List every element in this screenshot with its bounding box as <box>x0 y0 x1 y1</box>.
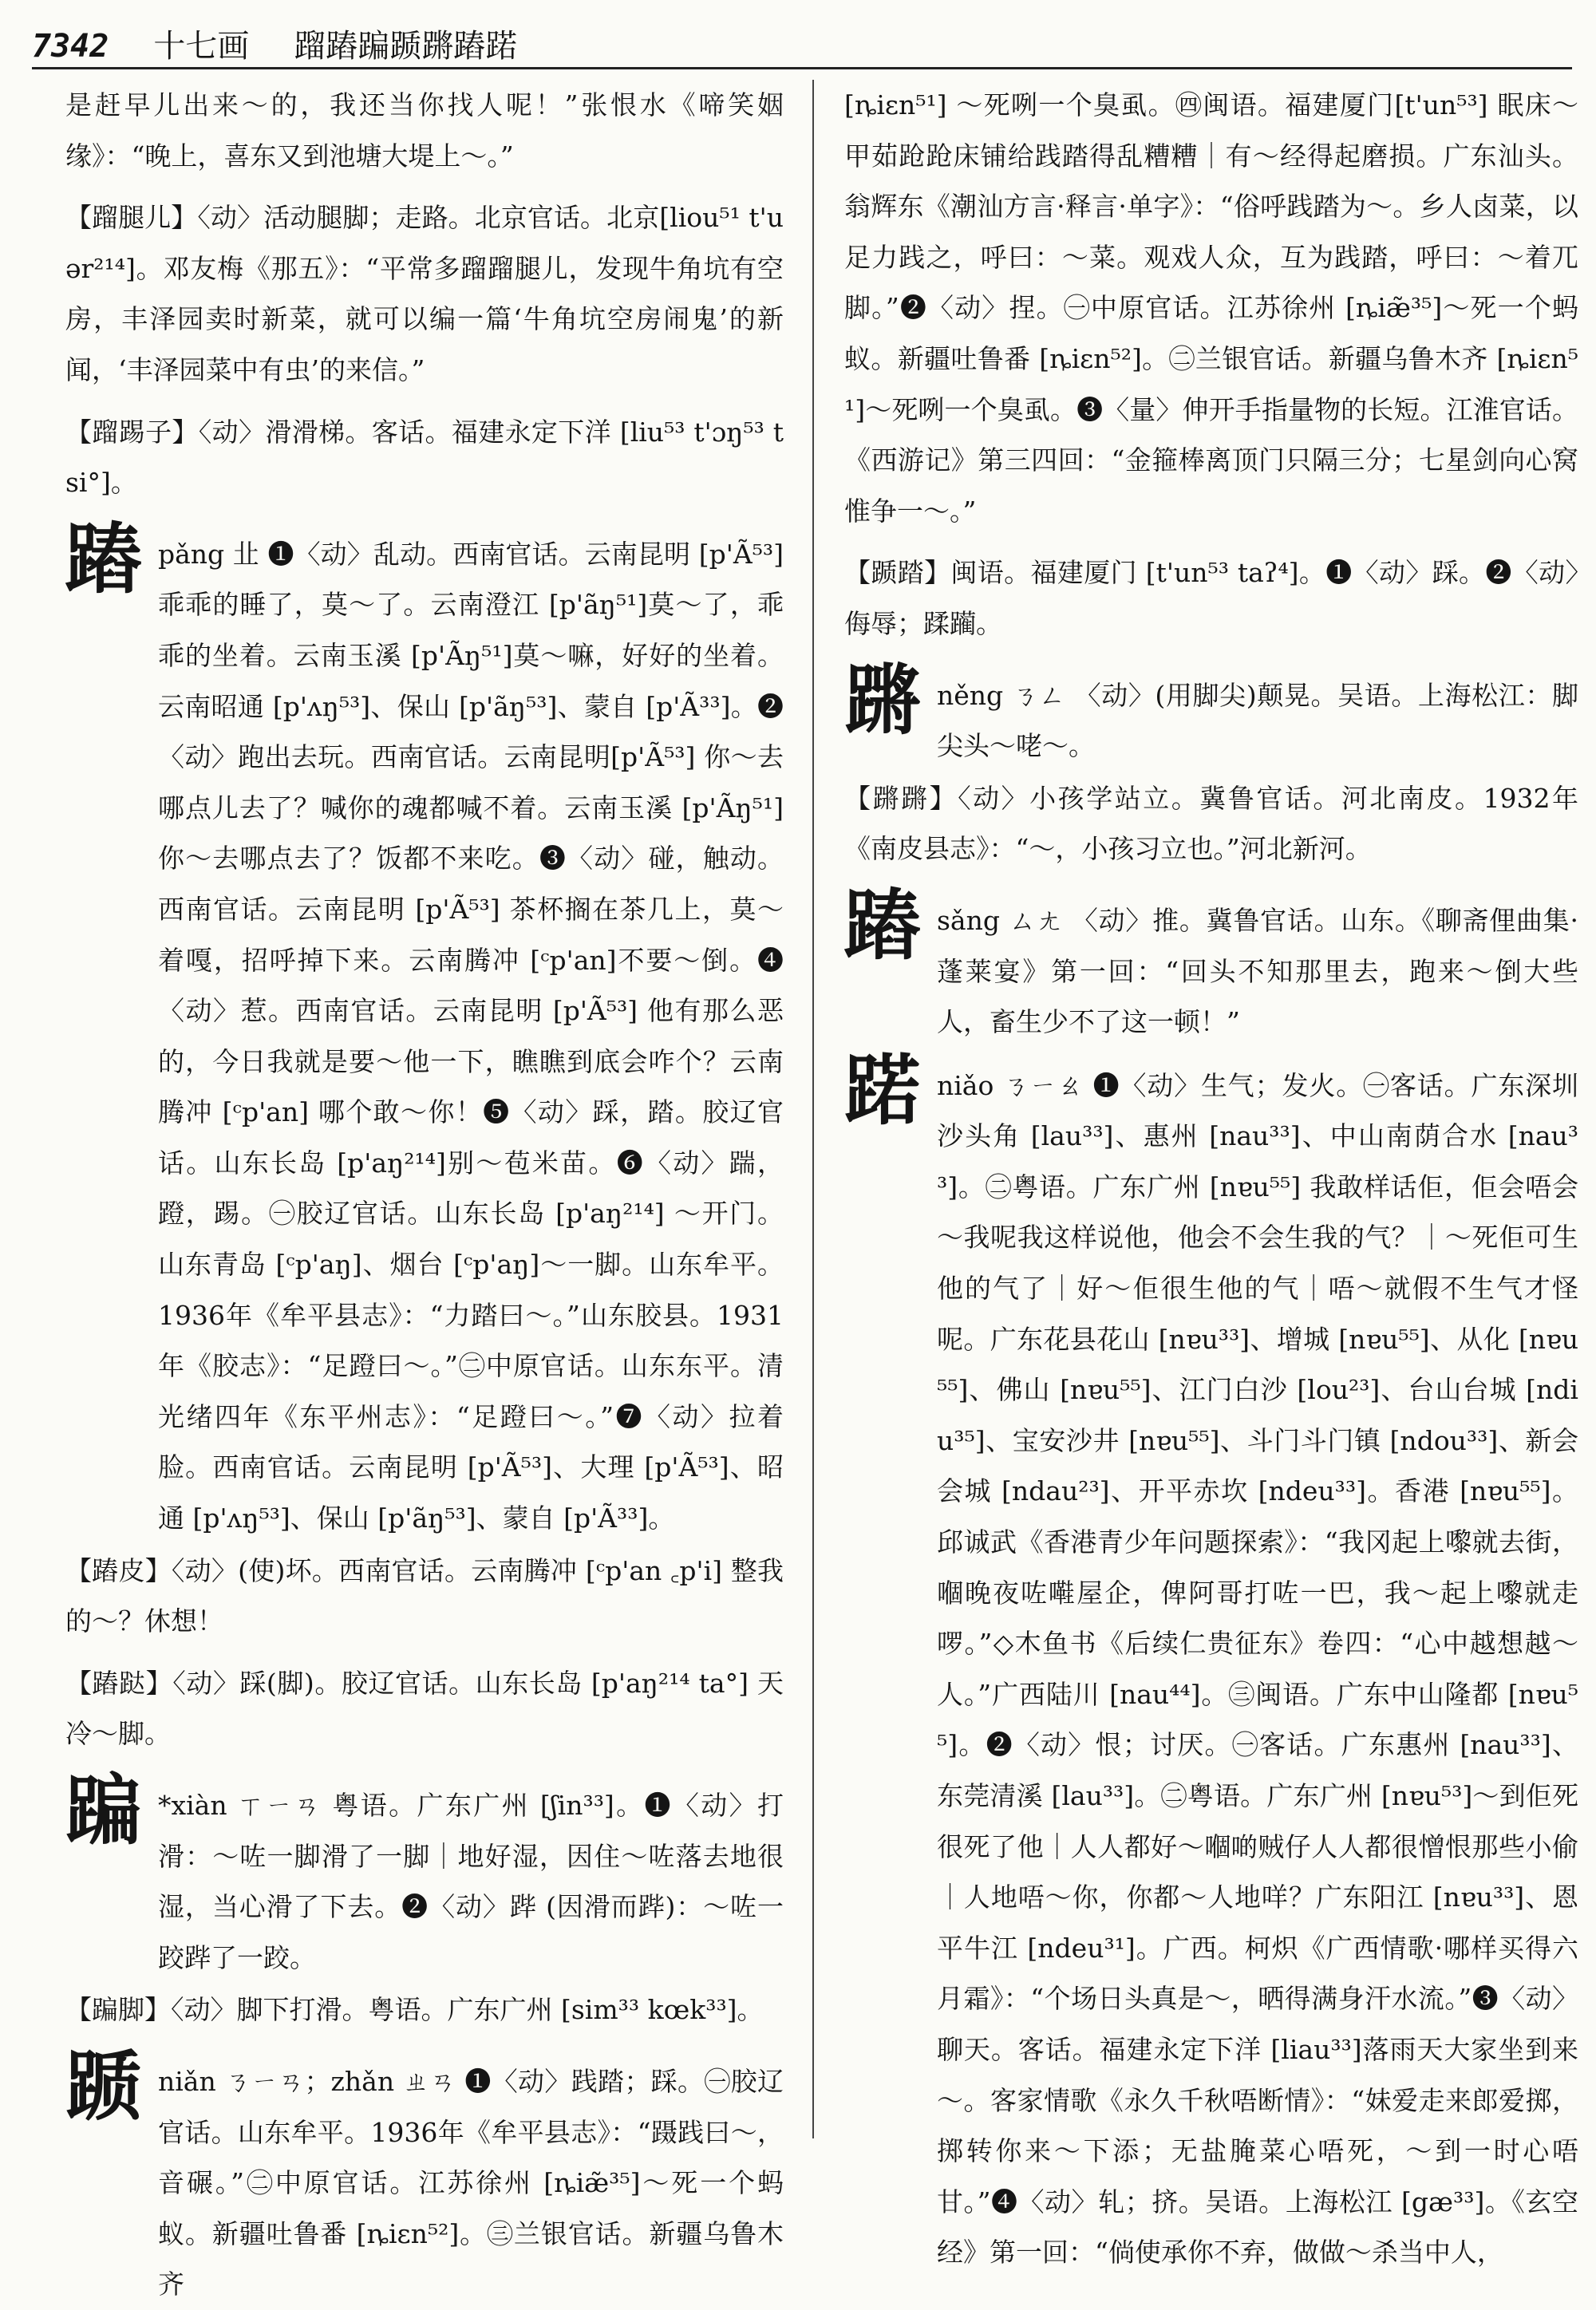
subentry: 【蹖皮】〈动〉(使)坏。西南官话。云南腾冲 [ᶜp'an ꜀p'i] 整我的～？休想！ <box>65 1554 784 1637</box>
right-column <box>844 80 1578 2269</box>
page-number: 7342 <box>32 28 109 65</box>
entry-definition: niǎn ㄋㄧㄢ；zhǎn ㄓㄢ ❶〈动〉践踏；踩。㊀胶辽官话。山东牟平。1936年《牟平县志》：“蹑践曰～，音碾。”㊁中原官话。江苏徐州 [ȵiæ̃³⁵]～死一个蚂蚁。新疆吐鲁番 [ȵiɛn⁵²]。㊂兰银官话。新疆乌鲁木齐 <box>158 2065 784 2300</box>
headword: 蹡 <box>844 654 921 745</box>
dictionary-entry <box>844 1044 1578 2278</box>
subentry: 【蹓腿儿】〈动〉活动腿脚；走路。北京官话。北京[liou⁵¹ t'uər²¹⁴]。邓友梅《那五》：“平常多蹓蹓腿儿，发现牛角坑有空房，丰泽园卖时新菜，就可以编一篇‘牛角坑空房闹鬼’的新闻，‘丰泽园菜中有虫’的来信。” <box>65 202 784 385</box>
entry-definition: pǎng 㐀 ❶〈动〉乱动。西南官话。云南昆明 [p'Ã⁵³] 乖乖的睡了，莫～了。云南澄江 [p'ãŋ⁵¹]莫～了，乖乖的坐着。云南玉溪 [p'Ãŋ⁵¹]莫～嘛，好好的坐着。云南昭通 [p'ʌŋ⁵³]、保山 [p'ãŋ⁵³]、蒙自 [p'Ã³³]。❷〈动〉跑出去玩。西南官话。云南昆明[p'Ã⁵³] 你～去哪点儿去了？喊你的魂都喊不着。云南玉溪 [p'Ãŋ⁵¹] 你～去哪点去了？饭都不来吃。❸〈动〉碰，触动。西南官话。云南昆明 [p'Ã⁵³] 茶杯搁在茶几上，莫～着嘎，招呼掉下来。云南腾冲 [ᶜp'an]不要～倒。❹〈动〉惹。西南官话。云南昆明 [p'Ã⁵³] 他有那么恶的，今日我就是要～他一下，瞧瞧到底会咋个？云南腾冲 [ᶜp'an] 哪个敢～你！❺〈动〉踩，踏。胶辽官话。山东长岛 [p'aŋ²¹⁴]别～苞米苗。❻〈动〉踹，蹬，踢。㊀胶辽官话。山东长岛 [p'aŋ²¹⁴] ～开门。山东青岛 [ᶜp'aŋ]、烟台 [ᶜp'aŋ]～一脚。山东牟平。1936年《牟平县志》：“力踏曰～。”山东胶县。1931年《胶志》：“足蹬曰～。”㊁中原官话。山东东平。清光绪四年《东平州志》：“足蹬曰～。”❼〈动〉拉着脸。西南官话。云南昆明 [p'Ã⁵³]、大理 [p'Ã⁵³]、昭通 [p'ʌŋ⁵³]、保山 [p'ãŋ⁵³]、蒙自 [p'Ã³³]。 <box>158 538 784 1534</box>
subentry: 【踬踏】闽语。福建厦门 [t'un⁵³ taʔ⁴]。❶〈动〉踩。❷〈动〉侮辱；蹂躏。 <box>844 557 1578 639</box>
headword: 蹁 <box>65 1765 142 1855</box>
entry-definition: *xiàn ㄒㄧㄢ 粤语。广东广州 [ʃin³³]。❶〈动〉打滑：～咗一脚滑了一脚｜地好湿，因住～咗落去地很湿，当心滑了下去。❷〈动〉跸 (因滑而跸)：～咗一跤跸了一跤。 <box>158 1790 784 1973</box>
paragraph: [ȵiɛn⁵¹] ～死咧一个臭虱。㊃闽语。福建厦门[t'un⁵³] 眠床～甲茹跄跄床铺给践踏得乱糟糟｜有～经得起磨损。广东汕头。翁辉东《潮汕方言·释言·单字》：“俗呼践踏为～。乡人卤菜，以足力践之，呼曰：～菜。观戏人众，互为践踏，呼曰：～着兀脚。”❷〈动〉捏。㊀中原官话。江苏徐州 [ȵiæ̃³⁵]～死一个蚂蚁。新疆吐鲁番 [ȵiɛn⁵²]。㊁兰银官话。新疆乌鲁木齐 [ȵiɛn⁵¹]～死咧一个臭虱。❸〈量〉伸开手指量物的长短。江淮官话。《西游记》第三四回：“金箍棒离顶门只隔三分；七星剑向心窝惟争一～。” <box>844 89 1578 527</box>
subentry: 【蹖跶】〈动〉踩(脚)。胶辽官话。山东长岛 [p'aŋ²¹⁴ ta°] 天冷～脚。 <box>65 1667 784 1750</box>
dictionary-entry <box>844 654 1578 772</box>
subentry: 【蹡蹡】〈动〉小孩学站立。冀鲁官话。河北南皮。1932年《南皮县志》：“～，小孩习立也。”河北新河。 <box>844 782 1578 865</box>
headword: 蹃 <box>844 1044 921 1135</box>
header-chars: 蹓蹖蹁踬蹡蹖蹃 <box>294 28 518 65</box>
dictionary-entry <box>65 513 784 1544</box>
entry-definition: sǎng ㄙㄤ 〈动〉推。冀鲁官话。山东。《聊斋俚曲集·蓬莱宴》第一回：“回头不知那里去，跑来～倒大些人，畜生少不了这一顿！” <box>937 904 1578 1038</box>
entry-definition: niǎo ㄋㄧㄠ ❶〈动〉生气；发火。㊀客话。广东深圳沙头角 [lau³³]、惠州 [nau³³]、中山南荫合水 [nau³³]。㊁粤语。广东广州 [nɐu⁵⁵] 我敢样话佢，佢会唔会～我呢我这样说他，他会不会生我的气？｜～死佢可生他的气了｜好～佢很生他的气｜唔～就假不生气才怪呢。广东花县花山 [nɐu³³]、增城 [nɐu⁵⁵]、从化 [nɐu⁵⁵]、佛山 [nɐu⁵⁵]、江门白沙 [lou²³]、台山台城 [ndiu³⁵]、宝安沙井 [nɐu⁵⁵]、斗门斗门镇 [ndou³³]、新会会城 [ndau²³]、开平赤坎 [ndeu³³]。香港 [nɐu⁵⁵]。邱诚武《香港青少年问题探索》：“我冈起上嚟就去街，嗰晚夜咗嚡屋企，俾阿哥打咗一巴，我～起上嚟就走啰。”◇木鱼书《后续仁贵征东》卷四：“心中越想越～人。”广西陆川 [nau⁴⁴]。㊂闽语。广东中山隆都 [nɐu⁵⁵]。❷〈动〉恨；讨厌。㊀客话。广东惠州 [nau³³]、东莞清溪 [lau³³]。㊁粤语。广东广州 [nɐu⁵³]～到佢死很死了他｜人人都好～嗰啲贼仔人人都很憎恨那些小偷｜人地唔～你，你都～人地咩？广东阳江 [nɐu³³]、恩平牛江 [ndeu³¹]。广西。柯炽《广西情歌·哪样买得六月霜》：“个场日头真是～，晒得满身汗水流。”❸〈动〉聊天。客话。福建永定下洋 [liau³³]落雨天大家坐到来～。客家情歌《永久千秋唔断情》：“妹爱走来郎爱掷，掷转你来～下添；无盐腌菜心唔死，～到一时心唔甘。”❹〈动〉轧；挤。吴语。上海松江 [gæ³³]。《玄空经》第一回：“倘使承你不弃，做做～杀当中人， <box>937 1069 1578 2269</box>
section-title: 十七画 <box>153 28 250 65</box>
left-column <box>65 80 784 2300</box>
page-header <box>32 21 1572 69</box>
headword: 踬 <box>65 2040 142 2131</box>
paragraph: 是赶早儿出来～的，我还当你找人呢！”张恨水《啼笑姻缘》：“晚上，喜东又到池塘大堤上～。” <box>65 89 784 172</box>
dictionary-entry <box>844 879 1578 1048</box>
headword: 蹖 <box>65 513 142 604</box>
dictionary-entry <box>65 1765 784 1983</box>
subentry: 【蹓踢子】〈动〉滑滑梯。客话。福建永定下洋 [liu⁵³ t'ɔŋ⁵³ tsi°]。 <box>65 416 784 499</box>
column-divider <box>812 80 814 2138</box>
entry-definition: něng ㄋㄥ 〈动〉(用脚尖)颠晃。吴语。上海松江：脚尖头～咾～。 <box>937 679 1578 762</box>
dictionary-entry <box>65 2040 784 2310</box>
subentry: 【蹁脚】〈动〉脚下打滑。粤语。广东广州 [sim³³ kœk³³]。 <box>65 1994 764 2026</box>
headword: 蹖 <box>844 879 921 970</box>
